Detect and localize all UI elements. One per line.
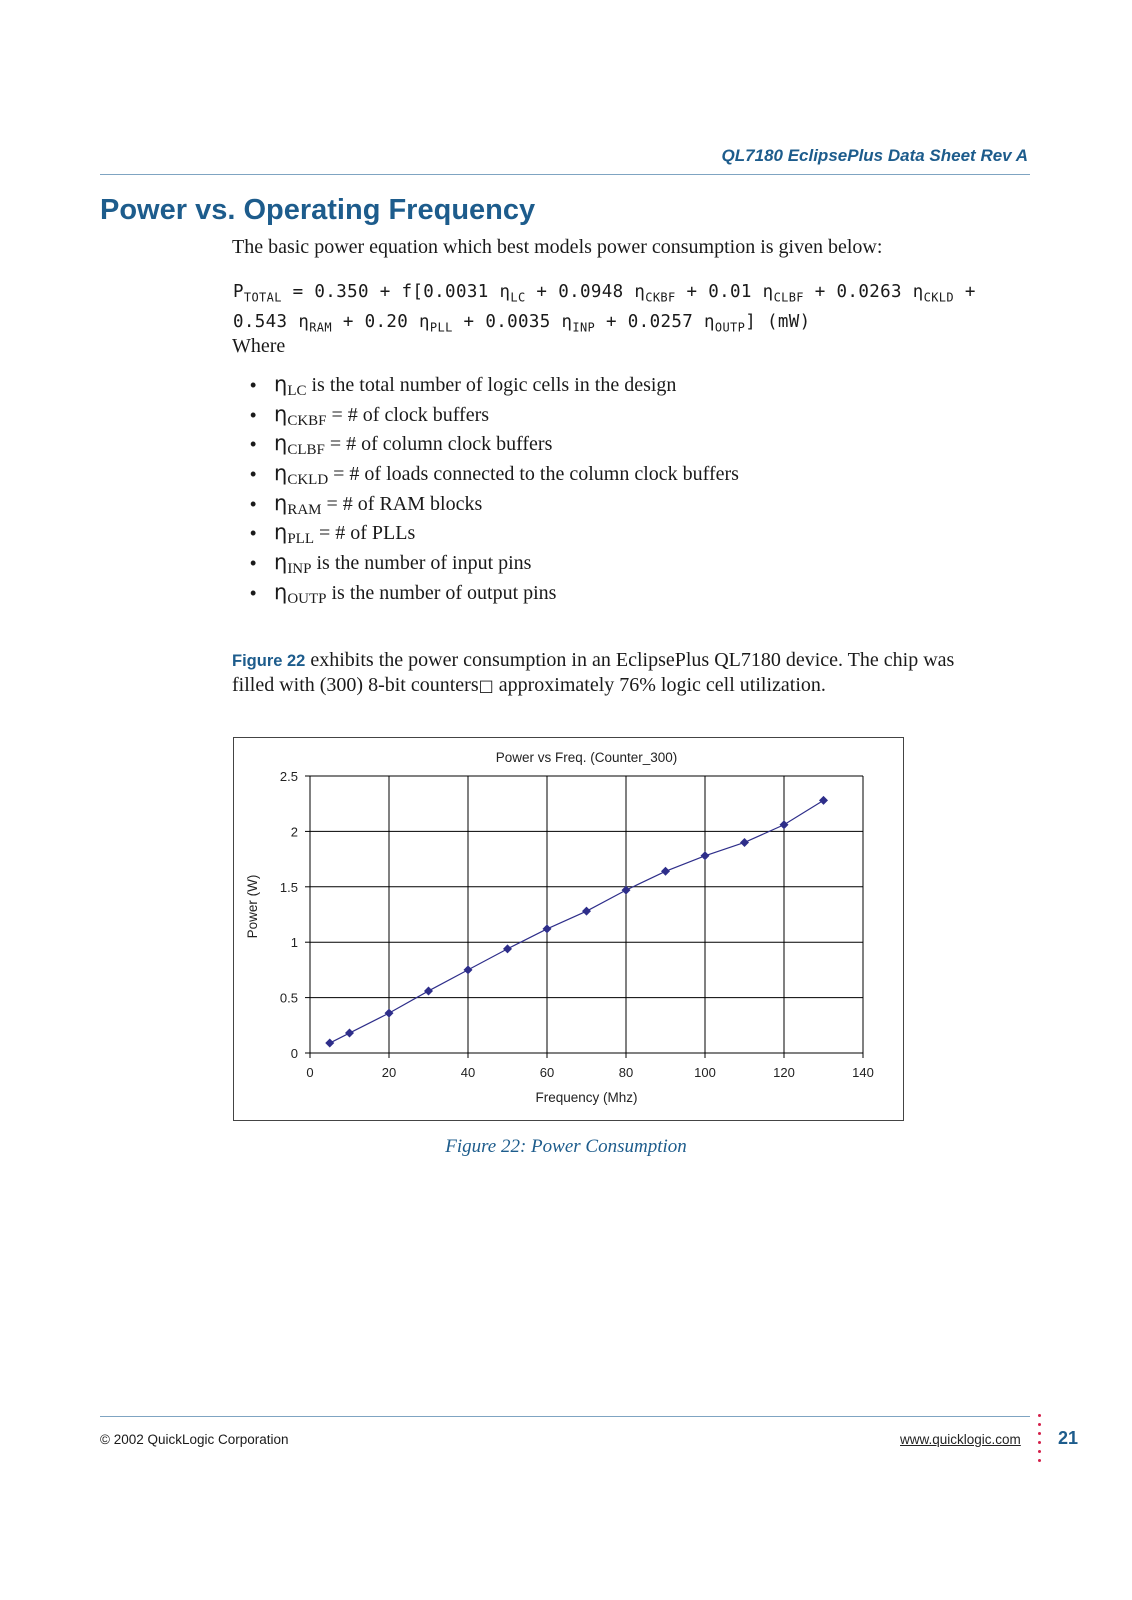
eta-symbol: η: [274, 520, 288, 545]
variable-subscript: INP: [287, 561, 312, 578]
data-point-marker: [503, 944, 512, 953]
variable-description: is the number of input pins: [311, 552, 532, 575]
equation-subscript: CLBF: [773, 290, 804, 305]
footer-copyright: © 2002 QuickLogic Corporation: [100, 1432, 289, 1447]
eta-symbol: η: [274, 461, 288, 486]
equation-text: 0.543 η: [233, 311, 310, 332]
equation-subscript: PLL: [429, 320, 453, 334]
list-item: [250, 489, 739, 519]
equation-subscript: RAM: [309, 320, 332, 334]
bullet-marker: •: [250, 493, 257, 514]
list-item: [250, 429, 739, 459]
bullet-marker: •: [250, 582, 257, 603]
variable-description: = # of clock buffers: [326, 403, 490, 426]
figure-22-link[interactable]: Figure 22: [232, 652, 306, 670]
eta-symbol: η: [274, 490, 288, 515]
data-point-marker: [325, 1039, 334, 1048]
data-point-marker: [740, 838, 749, 847]
figure-paragraph-text-1: exhibits the power consumption in an EclipsePlus QL7180 device. The chip was: [305, 649, 955, 671]
figure-paragraph-text-3: approximately 76% logic cell utilization.: [493, 674, 826, 696]
data-point-marker: [780, 820, 789, 829]
equation-text: + 0.0948 η: [525, 282, 646, 302]
bullet-marker: •: [250, 434, 257, 455]
bullet-marker: •: [250, 404, 257, 425]
x-tick-label: 140: [852, 1065, 874, 1080]
list-item: [250, 370, 739, 400]
variable-definitions-list: [250, 370, 739, 608]
data-point-marker: [464, 965, 473, 974]
x-tick-label: 80: [618, 1065, 634, 1080]
equation-subscript: TOTAL: [243, 290, 282, 305]
y-tick-label: 1: [290, 935, 298, 951]
figure-paragraph: [232, 648, 954, 698]
variable-subscript: CKBF: [287, 412, 327, 429]
x-tick-label: 0: [306, 1065, 314, 1080]
y-tick-label: 2.5: [279, 769, 298, 784]
equation-text: P: [233, 282, 244, 302]
equation-subscript: OUTP: [714, 320, 746, 334]
bullet-marker: •: [250, 523, 257, 544]
equation-line-2: [233, 310, 976, 340]
data-point-marker: [701, 851, 710, 860]
missing-glyph-box: □: [478, 676, 494, 695]
intro-paragraph: The basic power equation which best models power consumption is given below:: [232, 236, 883, 258]
y-tick-label: 0: [290, 1046, 298, 1061]
data-point-marker: [582, 907, 591, 916]
data-point-marker: [661, 867, 670, 876]
x-tick-label: 20: [381, 1065, 397, 1080]
y-tick-label: 0.5: [279, 990, 298, 1006]
footer-dots-decoration: [1038, 1414, 1044, 1468]
series-line: [330, 800, 824, 1043]
eta-symbol: η: [274, 579, 288, 604]
equation-text: + 0.20 η: [331, 311, 430, 332]
page-number: 21: [1058, 1428, 1079, 1448]
equation-text: +: [953, 282, 976, 302]
document-header-title: QL7180 EclipsePlus Data Sheet Rev A: [721, 146, 1028, 165]
bullet-marker: •: [250, 553, 257, 574]
eta-symbol: η: [274, 550, 288, 575]
eta-symbol: η: [274, 401, 288, 426]
variable-subscript: CLBF: [287, 442, 325, 459]
list-item: [250, 459, 739, 489]
variable-subscript: CKLD: [287, 472, 329, 489]
equation-subscript: CKBF: [645, 290, 676, 305]
y-tick-label: 1.5: [279, 879, 298, 895]
list-item: [250, 548, 739, 578]
data-point-marker: [385, 1009, 394, 1018]
variable-description: = # of loads connected to the column clock buffers: [328, 463, 739, 486]
data-point-marker: [819, 796, 828, 805]
header-rule: [100, 174, 1030, 175]
variable-subscript: LC: [287, 383, 307, 399]
variable-description: = # of column clock buffers: [324, 433, 553, 456]
chart-title: Power vs Freq. (Counter_300): [495, 750, 678, 765]
equation-subscript: CKLD: [923, 290, 954, 305]
x-tick-label: 120: [773, 1065, 795, 1080]
variable-subscript: RAM: [287, 501, 322, 518]
chart-svg: [234, 738, 903, 1120]
bullet-marker: •: [250, 375, 257, 395]
equation-text: + 0.01 η: [675, 282, 774, 302]
equation-text: = 0.350 + f[0.0031 η: [281, 282, 511, 302]
variable-description: is the number of output pins: [326, 581, 557, 604]
equation-text: + 0.0035 η: [452, 311, 573, 332]
list-item: [250, 578, 739, 608]
equation-subscript: LC: [510, 290, 526, 305]
x-tick-label: 100: [694, 1065, 716, 1080]
figure-paragraph-text-2: filled with (300) 8-bit counters: [232, 674, 479, 696]
data-point-marker: [543, 924, 552, 933]
data-point-marker: [424, 986, 433, 995]
footer-rule: [100, 1416, 1030, 1417]
equation-text: + 0.0257 η: [595, 311, 715, 332]
power-equation: [233, 280, 976, 339]
variable-description: = # of RAM blocks: [321, 492, 483, 515]
equation-subscript: INP: [572, 320, 596, 334]
section-heading: Power vs. Operating Frequency: [100, 194, 536, 226]
x-tick-label: 60: [539, 1065, 555, 1080]
eta-symbol: η: [274, 431, 288, 456]
variable-description: = # of PLLs: [313, 522, 416, 545]
variable-subscript: PLL: [287, 531, 314, 548]
eta-symbol: η: [274, 372, 288, 396]
equation-text: ] (mW): [745, 311, 811, 332]
data-point-marker: [345, 1029, 354, 1038]
bullet-marker: •: [250, 464, 257, 485]
y-tick-label: 2: [290, 824, 298, 840]
equation-text: + 0.0263 η: [803, 282, 924, 302]
power-vs-frequency-chart: [233, 737, 904, 1121]
where-label: Where: [232, 335, 286, 357]
list-item: [250, 400, 739, 430]
x-axis-label: Frequency (Mhz): [535, 1090, 638, 1105]
variable-description: is the total number of logic cells in the design: [306, 374, 677, 396]
list-item: [250, 518, 739, 548]
figure-caption: Figure 22: Power Consumption: [445, 1136, 687, 1157]
footer-website-link[interactable]: www.quicklogic.com: [900, 1432, 1021, 1447]
variable-subscript: OUTP: [287, 590, 327, 607]
y-axis-label: Power (W): [245, 874, 260, 939]
equation-line-1: [233, 280, 976, 310]
x-tick-label: 40: [460, 1065, 476, 1080]
